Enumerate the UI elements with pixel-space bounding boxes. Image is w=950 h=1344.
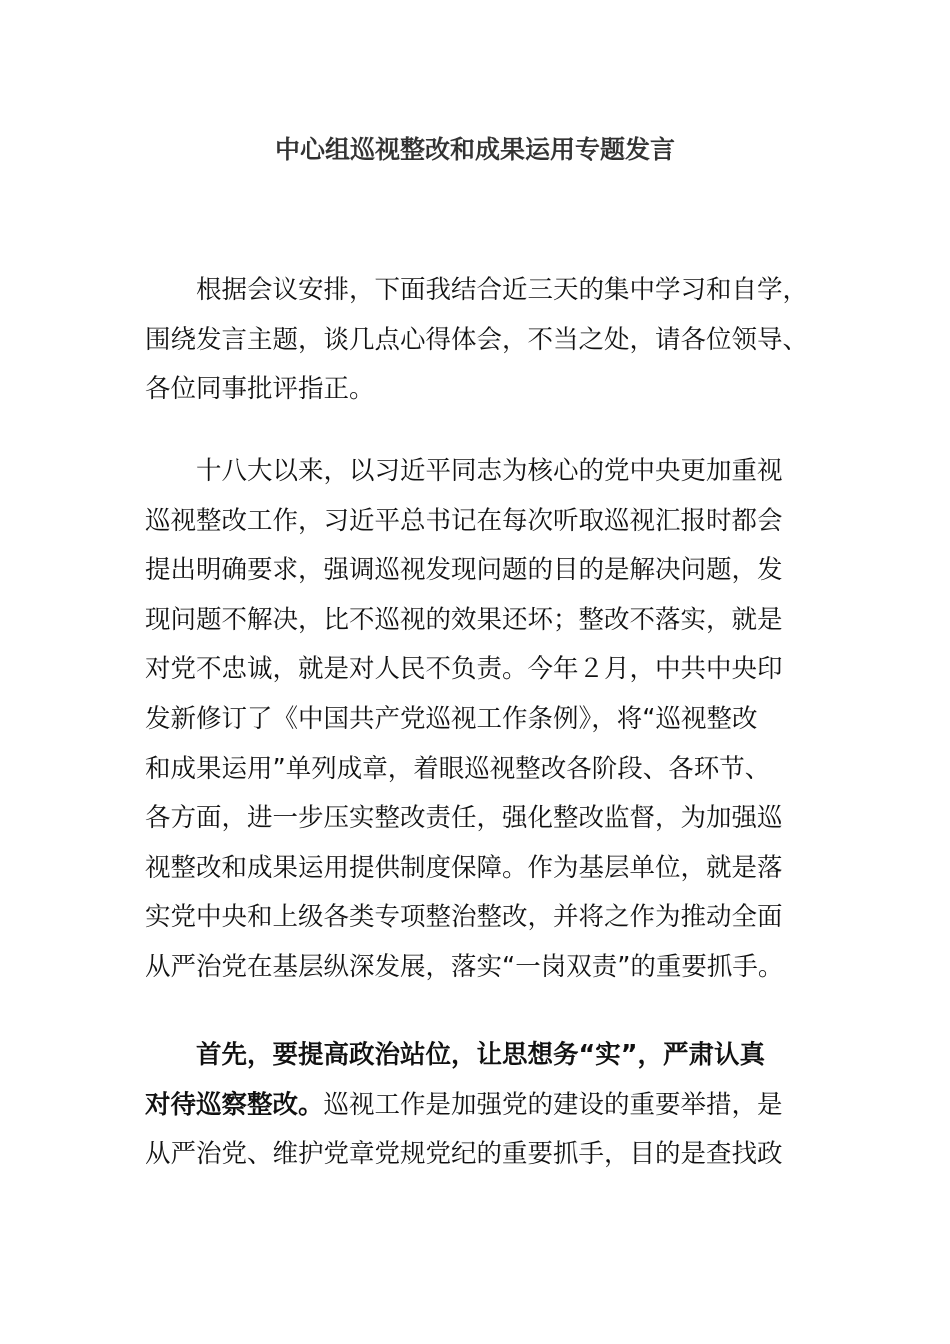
paragraph-line: 对党不忠诚，就是对人民不负责。今年２月，中共中央印 (145, 654, 783, 685)
paragraph-heading-line: 首先，要提高政治站位，让思想务“实”，严肃认真 (196, 1040, 766, 1070)
paragraph-line: 提出明确要求，强调巡视发现问题的目的是解决问题，发 (145, 555, 783, 586)
paragraph-line: 从严治党在基层纵深发展，落实“一岗双责”的重要抓手。 (145, 951, 784, 982)
paragraph-heading-end: 对待巡察整改。 (145, 1089, 324, 1120)
paragraph-line: 围绕发言主题，谈几点心得体会，不当之处，请各位领导、 (145, 324, 809, 355)
paragraph-line: 视整改和成果运用提供制度保障。作为基层单位，就是落 (145, 852, 783, 883)
paragraph-line: 各位同事批评指正。 (145, 374, 375, 405)
paragraph-line: 十八大以来，以习近平同志为核心的党中央更加重视 (196, 456, 783, 486)
paragraph-line: 各方面，进一步压实整改责任，强化整改监督，为加强巡 (145, 803, 783, 834)
paragraph-line-text: 巡视工作是加强党的建设的重要举措，是 (323, 1089, 783, 1120)
paragraph-3 (145, 1031, 805, 1180)
paragraph-line: 发新修订了《中国共产党巡视工作条例》，将“巡视整改 (145, 703, 758, 734)
paragraph-line: 从严治党、维护党章党规党纪的重要抓手，目的是查找政 (145, 1139, 783, 1170)
paragraph-line: 实党中央和上级各类专项整治整改，并将之作为推动全面 (145, 902, 783, 933)
document-title: 中心组巡视整改和成果运用专题发言 (274, 135, 675, 164)
paragraph-1 (145, 266, 809, 415)
paragraph-line (145, 1081, 805, 1131)
paragraph-line: 巡视整改工作，习近平总书记在每次听取巡视汇报时都会 (145, 505, 783, 536)
paragraph-line: 和成果运用”单列成章，着眼巡视整改各阶段、各环节、 (145, 753, 771, 784)
paragraph-2 (145, 447, 805, 993)
paragraph-line: 根据会议安排，下面我结合近三天的集中学习和自学， (196, 275, 809, 305)
paragraph-line: 现问题不解决，比不巡视的效果还坏；整改不落实，就是 (145, 604, 783, 635)
